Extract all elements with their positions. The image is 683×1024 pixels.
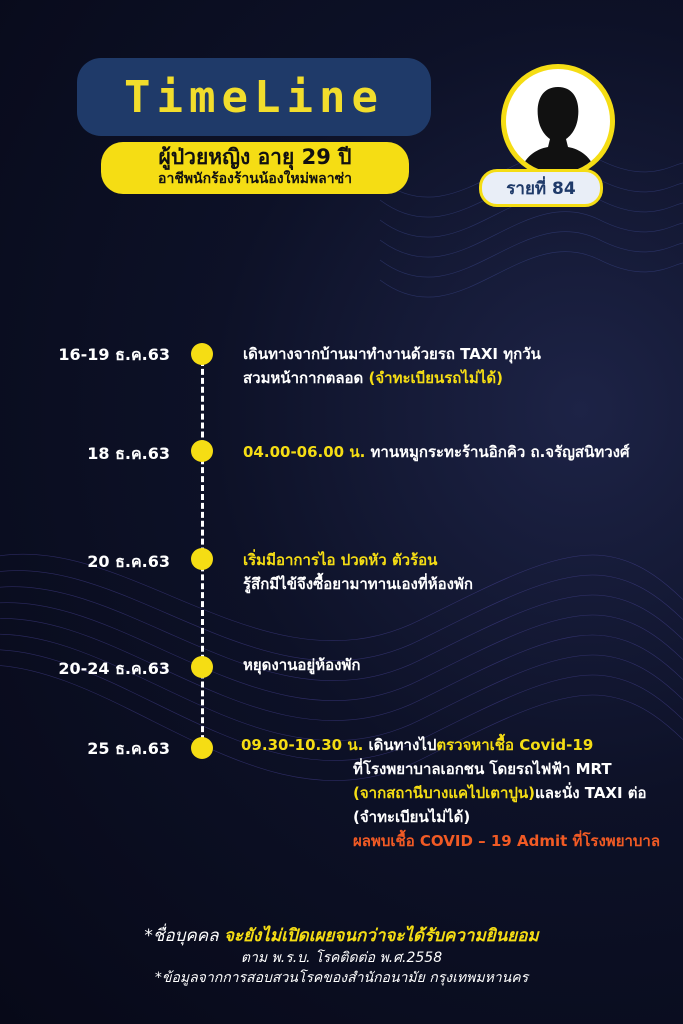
- footer-text: *ชื่อบุคคล: [144, 926, 224, 946]
- event-highlight: (จำทะเบียนรถไม่ได้): [368, 369, 503, 387]
- event-text: ทานหมูกระทะร้านอิกคิว ถ.จรัญสนิทวงศ์: [365, 443, 630, 461]
- event-highlight: (จากสถานีบางแคไปเตาปูน): [353, 784, 536, 802]
- footer-line: ตาม พ.ร.บ. โรคติดต่อ พ.ศ.2558: [240, 950, 443, 966]
- timeline-event: [243, 342, 541, 390]
- timeline-date: 18 ธ.ค.63: [87, 444, 170, 463]
- timeline-dot: [191, 440, 213, 462]
- footer-line: [0, 924, 683, 948]
- timeline-event: [243, 653, 360, 677]
- footer-highlight: จะยังไม่เปิดเผยจนกว่าจะได้รับความยินยอม: [223, 926, 539, 946]
- patient-summary: ผู้ป่วยหญิง อายุ 29 ปี: [158, 145, 352, 169]
- timeline-dot: [191, 737, 213, 759]
- event-text: เดินทางไป: [363, 736, 437, 754]
- patient-occupation: อาชีพนักร้องร้านน้องใหม่พลาซ่า: [158, 171, 352, 187]
- event-highlight: ตรวจหาเชื้อ Covid-19: [436, 736, 594, 754]
- event-time: 04.00-06.00 น.: [243, 443, 366, 461]
- event-line: [241, 781, 660, 805]
- event-time: 09.30-10.30 น.: [241, 736, 364, 754]
- footer-notes: [0, 924, 683, 988]
- event-line: รู้สึกมีไข้จึงซื้อยามาทานเองที่ห้องพัก: [243, 575, 473, 593]
- event-text: หยุดงานอยู่ห้องพัก: [243, 656, 361, 674]
- timeline-date: 25 ธ.ค.63: [87, 739, 170, 758]
- timeline-date: 20 ธ.ค.63: [87, 552, 170, 571]
- title-box: [77, 58, 431, 136]
- timeline-date: 20-24 ธ.ค.63: [58, 659, 170, 678]
- event-line: [241, 733, 660, 757]
- event-line: เริ่มมีอาการไอ ปวดหัว ตัวร้อน: [243, 551, 438, 569]
- case-number-badge: รายที่ 84: [479, 169, 603, 207]
- footer-line: *ข้อมูลจากการสอบสวนโรคของสำนักอนามัย กรุงเทพมหานคร: [154, 970, 529, 986]
- event-line: ที่โรงพยาบาลเอกชน โดยรถไฟฟ้า MRT: [353, 760, 612, 778]
- timeline-event: [243, 440, 629, 464]
- person-silhouette-icon: [501, 64, 615, 178]
- event-text: และนั่ง TAXI ต่อ: [535, 784, 647, 802]
- event-text: สวมหน้ากากตลอด: [243, 369, 369, 387]
- timeline-event: [241, 733, 660, 853]
- timeline-date: 16-19 ธ.ค.63: [58, 345, 170, 364]
- event-line: เดินทางจากบ้านมาทำงานด้วยรถ TAXI ทุกวัน: [243, 345, 541, 363]
- page-title: TimeLine: [124, 71, 384, 123]
- timeline-dot: [191, 343, 213, 365]
- event-result: ผลพบเชื้อ COVID – 19 Admit ที่โรงพยาบาล: [353, 832, 661, 850]
- timeline-event: [243, 548, 473, 596]
- timeline-dot: [191, 656, 213, 678]
- patient-info-box: [101, 142, 409, 194]
- event-line: (จำทะเบียนไม่ได้): [353, 808, 471, 826]
- event-line: [243, 366, 541, 390]
- timeline-dot: [191, 548, 213, 570]
